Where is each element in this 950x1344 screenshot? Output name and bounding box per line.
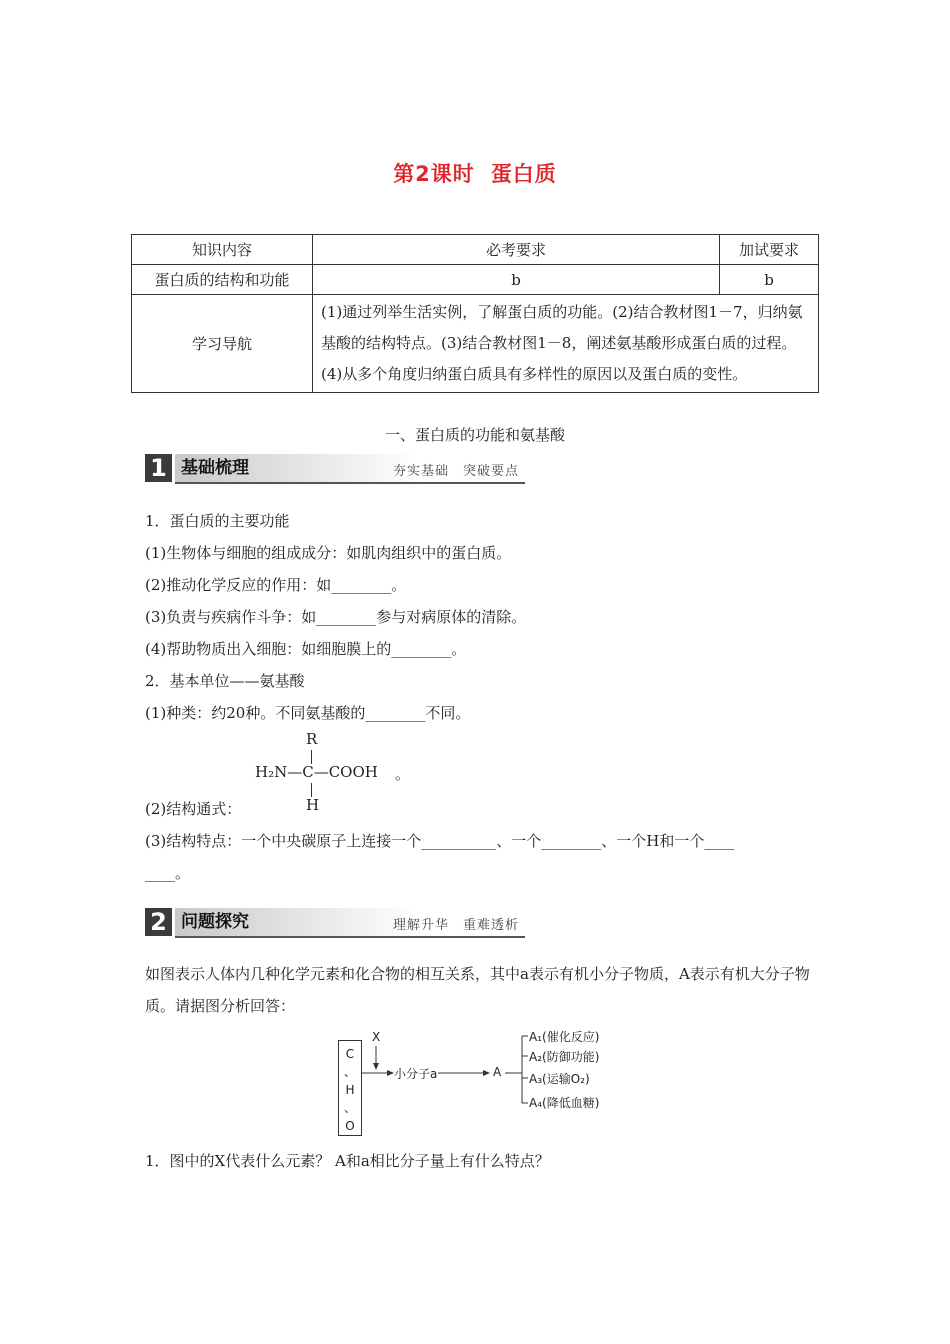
banner-label: 问题探究 (175, 908, 419, 936)
banner-underline (175, 482, 525, 484)
formula-period: 。 (395, 765, 411, 783)
element-h: H (345, 1083, 355, 1097)
page-title (0, 158, 950, 188)
formula-bond-bottom (311, 783, 312, 797)
amino-acid-formula (255, 730, 415, 814)
formula-h-atom: H (306, 796, 320, 814)
table-nav-label: 学习导航 (132, 295, 313, 393)
formula-bond-top (311, 750, 312, 764)
text-line: (3)负责与疾病作斗争：如________参与对病原体的清除。 (145, 608, 527, 626)
lesson-topic: 蛋白质 (490, 162, 557, 186)
banner-number: 2 (145, 908, 172, 936)
table-header-required: 必考要求 (313, 235, 720, 265)
table-nav-text: (1)通过列举生活实例，了解蛋白质的功能。(2)结合教材图1－7，归纳氨基酸的结构特点。(3)结合教材图1－8，阐述氨基酸形成蛋白质的过程。(4)从多个角度归纳蛋白质具有多样性的原因以及蛋白质的变性。 (313, 295, 819, 393)
text-line: (4)帮助物质出入细胞：如细胞膜上的________。 (145, 640, 467, 658)
requirements-table (131, 234, 819, 393)
text-line: (1)种类：约20种。不同氨基酸的________不同。 (145, 704, 471, 722)
formula-main-chain: H₂N—C—COOH (255, 763, 378, 781)
small-molecule-a: 小分子a (394, 1067, 438, 1081)
product-a3: A₃(运输O₂) (529, 1072, 590, 1086)
question-1: 1．图中的X代表什么元素？ A和a相比分子量上有什么特点？ (145, 1152, 550, 1170)
banner-label: 基础梳理 (175, 454, 419, 482)
lesson-number: 第2课时 (393, 162, 475, 186)
table-cell-topic: 蛋白质的结构和功能 (132, 265, 313, 295)
banner-subtitle: 理解升华 重难透析 (393, 918, 520, 933)
x-label: X (372, 1030, 381, 1044)
text-line: (1)生物体与细胞的组成成分：如肌肉组织中的蛋白质。 (145, 544, 512, 562)
text-line: ____。 (145, 864, 191, 882)
text-line: (3)结构特点：一个中央碳原子上连接一个__________、一个________、一个H和一个____ (145, 832, 735, 850)
table-cell-extra: b (720, 265, 819, 295)
macromolecule-a: A (493, 1065, 502, 1079)
problem-text: 如图表示人体内几种化学元素和化合物的相互关系，其中a表示有机小分子物质，A表示有机大分子物质。请据图分析回答： (145, 965, 810, 1015)
table-header-extra: 加试要求 (720, 235, 819, 265)
text-line: 1．蛋白质的主要功能 (145, 512, 290, 530)
text-line: 2．基本单位——氨基酸 (145, 672, 305, 690)
banner-number: 1 (145, 454, 172, 482)
table-cell-required: b (313, 265, 720, 295)
relationship-diagram (338, 1030, 628, 1140)
element-c: C (345, 1047, 355, 1061)
product-a4: A₄(降低血糖) (529, 1096, 600, 1110)
text-line: (2)结构通式： (145, 800, 242, 818)
banner-basic (145, 454, 525, 484)
banner-explore (145, 908, 525, 938)
element-sep: 、 (343, 1101, 356, 1115)
table-header-knowledge: 知识内容 (132, 235, 313, 265)
product-a1: A₁(催化反应) (529, 1030, 600, 1044)
formula-r-group: R (306, 730, 318, 748)
banner-subtitle: 夯实基础 突破要点 (393, 464, 520, 479)
section-title: 一、蛋白质的功能和氨基酸 (384, 426, 565, 444)
element-o: O (345, 1119, 355, 1133)
banner-underline (175, 936, 525, 938)
element-sep: 、 (343, 1065, 356, 1079)
text-line: (2)推动化学反应的作用：如________。 (145, 576, 407, 594)
product-a2: A₂(防御功能) (529, 1050, 600, 1064)
